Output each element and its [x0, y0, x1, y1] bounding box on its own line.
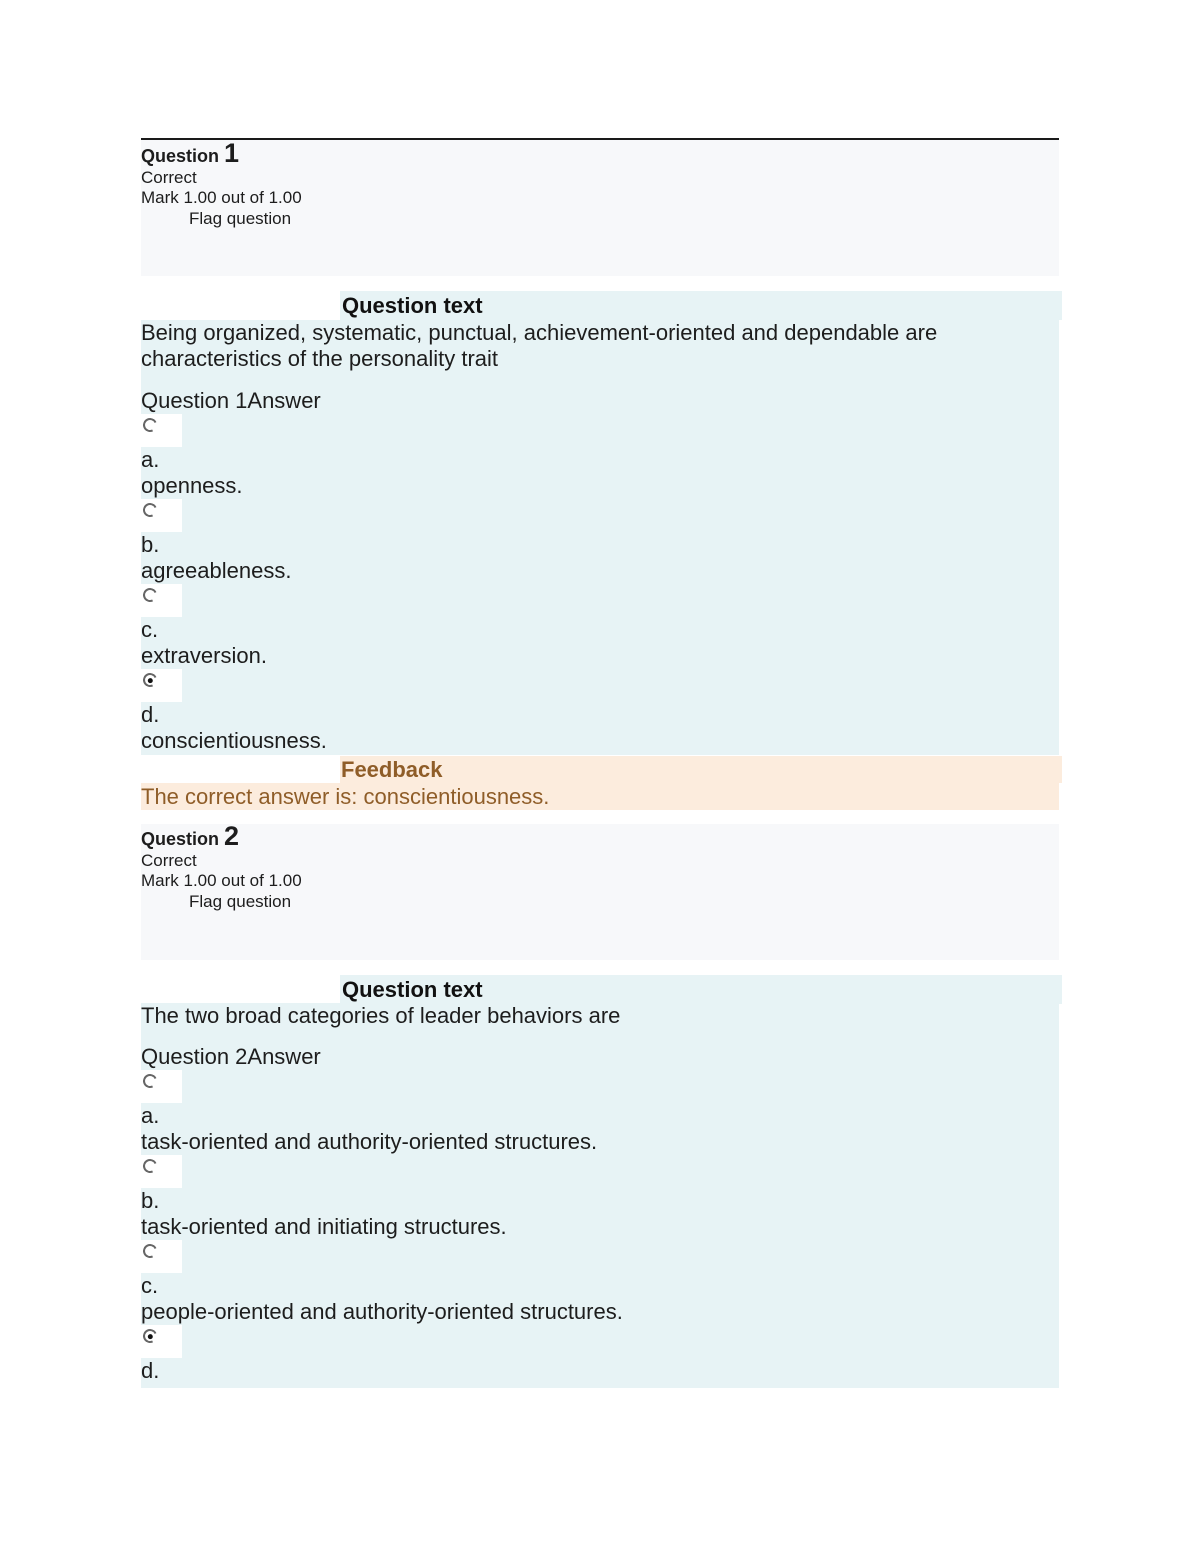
- option-text: task-oriented and authority-oriented structures.: [141, 1129, 598, 1154]
- option-letter: a.: [141, 447, 160, 472]
- question-1-answer-label: Question 1Answer: [141, 388, 321, 413]
- option-letter: c.: [141, 1273, 159, 1298]
- option-letter: b.: [141, 532, 160, 557]
- question-1-info: [141, 140, 1059, 276]
- option-letter: d.: [141, 702, 160, 727]
- question-1-feedback: [141, 756, 1062, 810]
- radio-unchecked-icon[interactable]: [141, 501, 159, 519]
- radio-button[interactable]: [141, 499, 182, 532]
- question-2-text-heading: Question text: [340, 975, 1062, 1004]
- option-text: task-oriented and initiating structures.: [141, 1214, 507, 1239]
- radio-button[interactable]: [141, 669, 182, 702]
- question-1-option-b[interactable]: [141, 499, 1059, 584]
- question-1-state: Correct: [141, 167, 197, 187]
- option-letter: d.: [141, 1358, 160, 1383]
- question-1-label: Question 1: [141, 138, 240, 168]
- option-text: openness.: [141, 473, 243, 498]
- radio-button[interactable]: [141, 1070, 182, 1103]
- radio-button[interactable]: [141, 414, 182, 447]
- option-text: people-oriented and authority-oriented structures.: [141, 1299, 623, 1324]
- radio-unchecked-icon[interactable]: [141, 1242, 159, 1260]
- radio-unchecked-icon[interactable]: [141, 416, 159, 434]
- question-1-text: Being organized, systematic, punctual, achievement-oriented and dependable are characteristics of the personality trait: [141, 320, 938, 371]
- question-2-flag-link[interactable]: Flag question: [189, 891, 292, 911]
- option-text: agreeableness.: [141, 558, 292, 583]
- question-1-mark: Mark 1.00 out of 1.00: [141, 188, 302, 207]
- feedback-text: The correct answer is: conscientiousness.: [141, 783, 1059, 810]
- question-1-option-d[interactable]: [141, 669, 1059, 754]
- question-2-mark: Mark 1.00 out of 1.00: [141, 871, 302, 890]
- question-2-option-a[interactable]: [141, 1070, 1059, 1155]
- radio-checked-icon[interactable]: [141, 671, 159, 689]
- radio-button[interactable]: [141, 584, 182, 617]
- question-2-state: Correct: [141, 850, 197, 870]
- question-2-option-c[interactable]: [141, 1240, 1059, 1325]
- question-1-content: [141, 320, 1059, 755]
- question-1-text-heading-row: [141, 291, 1062, 320]
- question-2-option-d[interactable]: [141, 1325, 1059, 1384]
- radio-unchecked-icon[interactable]: [141, 586, 159, 604]
- question-2-text-heading-row: [141, 975, 1062, 1004]
- question-2-info: [141, 821, 1059, 960]
- question-2-content: [141, 1003, 1059, 1388]
- option-letter: b.: [141, 1188, 160, 1213]
- radio-button[interactable]: [141, 1155, 182, 1188]
- question-2-label: Question 2: [141, 821, 240, 851]
- option-text: extraversion.: [141, 643, 267, 668]
- question-1-text-heading: Question text: [340, 291, 1062, 320]
- radio-unchecked-icon[interactable]: [141, 1072, 159, 1090]
- option-text: conscientiousness.: [141, 728, 327, 753]
- feedback-heading: Feedback: [340, 756, 1062, 783]
- question-1-flag-link[interactable]: Flag question: [189, 208, 292, 228]
- radio-checked-icon[interactable]: [141, 1327, 159, 1345]
- radio-button[interactable]: [141, 1325, 182, 1358]
- option-letter: c.: [141, 617, 159, 642]
- radio-button[interactable]: [141, 1240, 182, 1273]
- question-2-text: The two broad categories of leader behaviors are: [141, 1003, 621, 1028]
- radio-unchecked-icon[interactable]: [141, 1157, 159, 1175]
- question-2-answer-label: Question 2Answer: [141, 1044, 321, 1069]
- question-1-option-c[interactable]: [141, 584, 1059, 669]
- option-letter: a.: [141, 1103, 160, 1128]
- question-2-option-b[interactable]: [141, 1155, 1059, 1240]
- question-1-option-a[interactable]: [141, 414, 1059, 499]
